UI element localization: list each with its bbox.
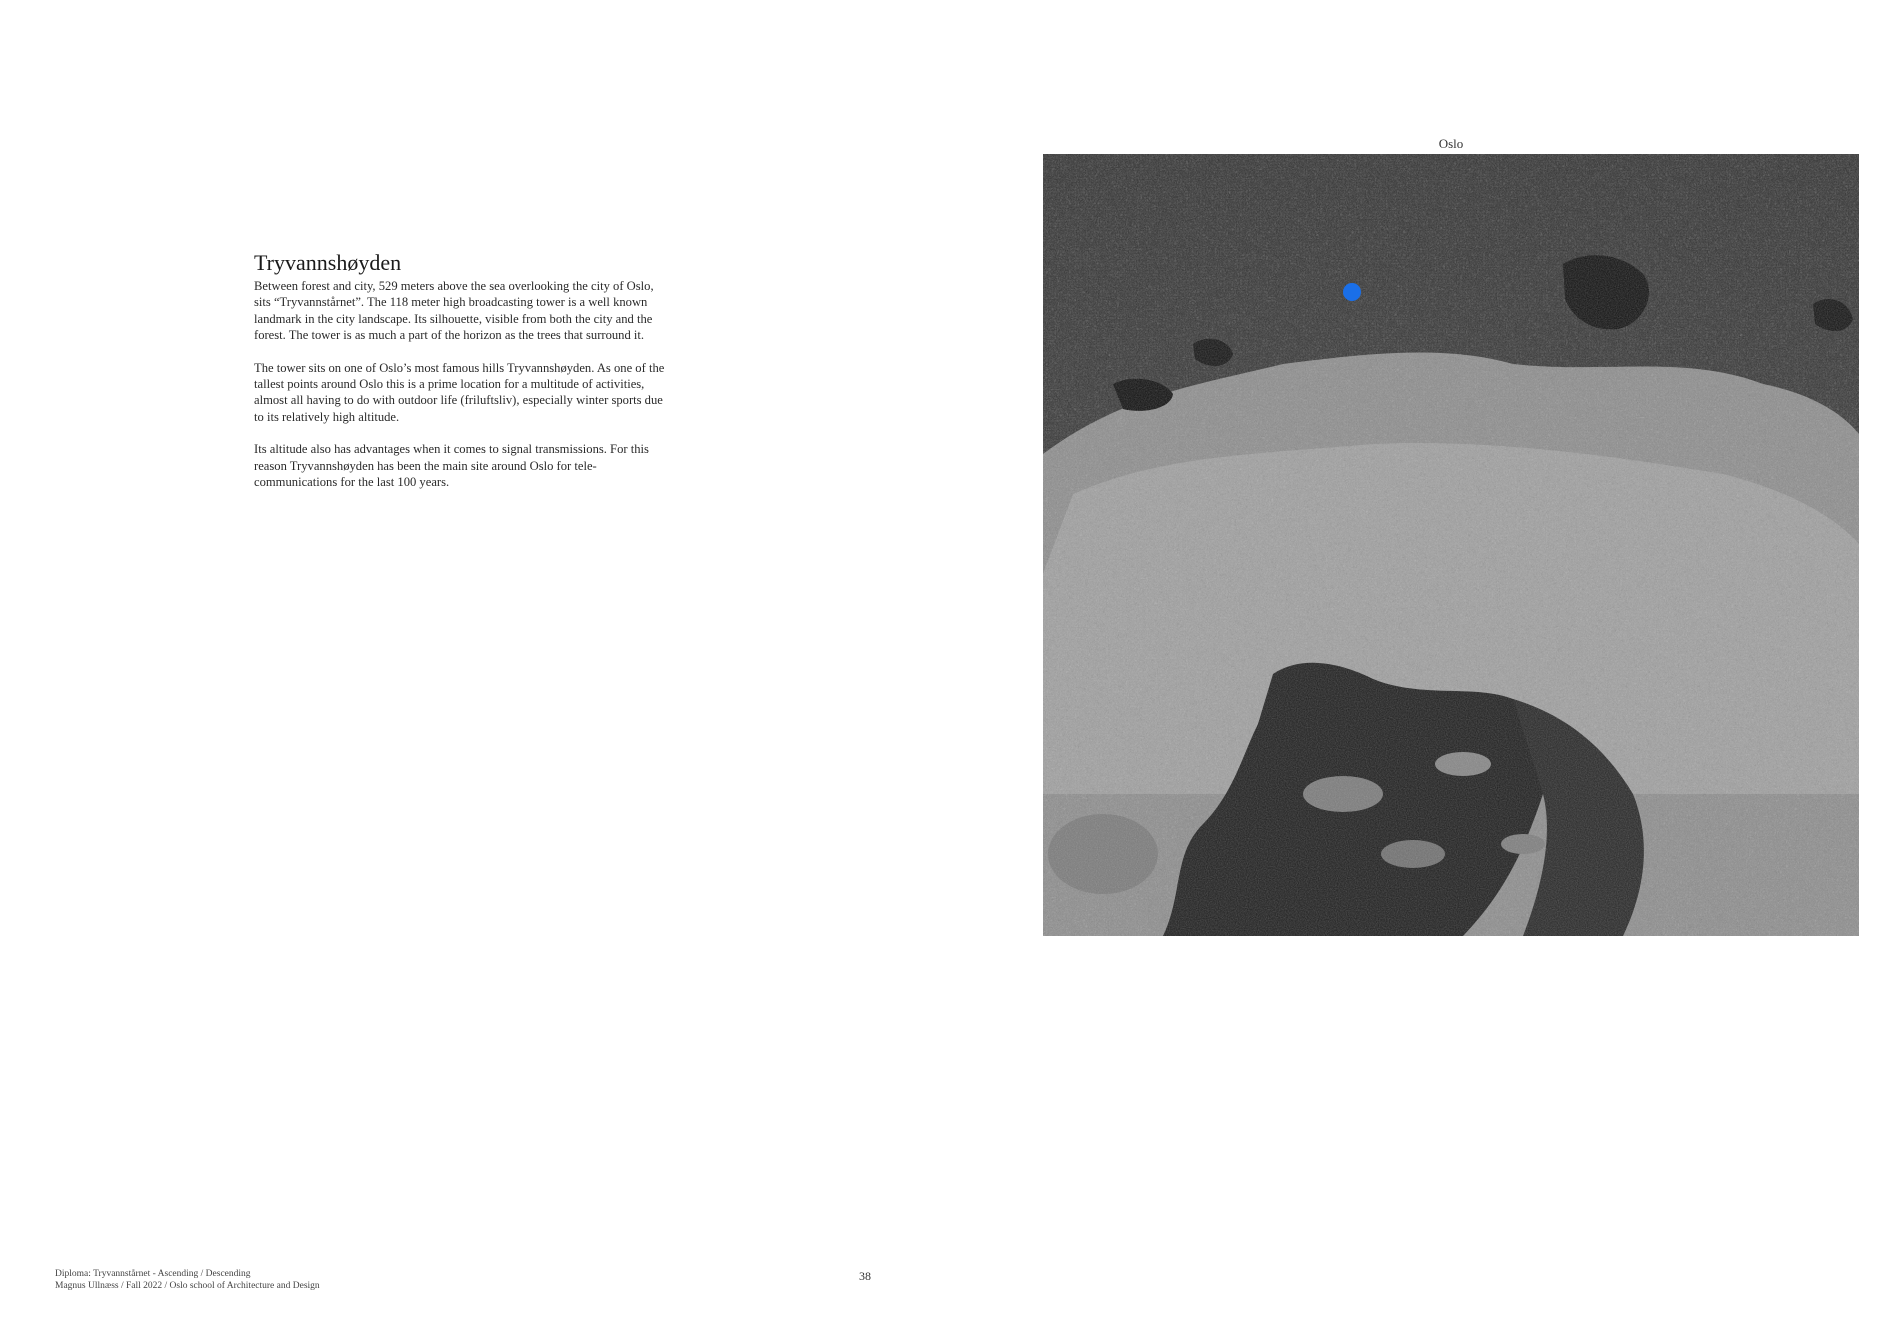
image-grain [1043,154,1859,936]
footer-diploma-line: Diploma: Tryvannstårnet - Ascending / Descending [55,1269,251,1279]
article-heading: Tryvannshøyden [254,250,402,275]
article-paragraph-2: The tower sits on one of Oslo’s most famous hills Tryvannshøyden. As one of the tallest points around Oslo this is a prime location for a multitude of activities, almost all having to do with outdoor life (friluftsliv), especially winter sports due to its relatively high altitude. [254,360,665,424]
article-text-block [254,250,669,506]
satellite-map-svg [1043,154,1859,936]
location-dot-icon [1343,283,1361,301]
footer-author-line: Magnus Ullnæss / Fall 2022 / Oslo school of Architecture and Design [55,1281,320,1291]
page-number: 38 [859,1269,871,1283]
article-paragraph-1: Between forest and city, 529 meters above the sea overlooking the city of Oslo, sits “Tryvannstårnet”. The 118 meter high broadcasting tower is a well known landmark in the city landscape. Its silhouette, visible from both the city and the forest. The tower is as much a part of the horizon as the trees that surround it. [254,279,654,343]
map-title: Oslo [1438,136,1464,151]
satellite-map-image [1043,154,1859,936]
article-paragraph-3: Its altitude also has advantages when it comes to signal transmissions. For this reason Tryvannshøyden has been the main site around Oslo for tele-communications for the last 100 years. [254,442,649,490]
footer-credits [55,1268,320,1292]
